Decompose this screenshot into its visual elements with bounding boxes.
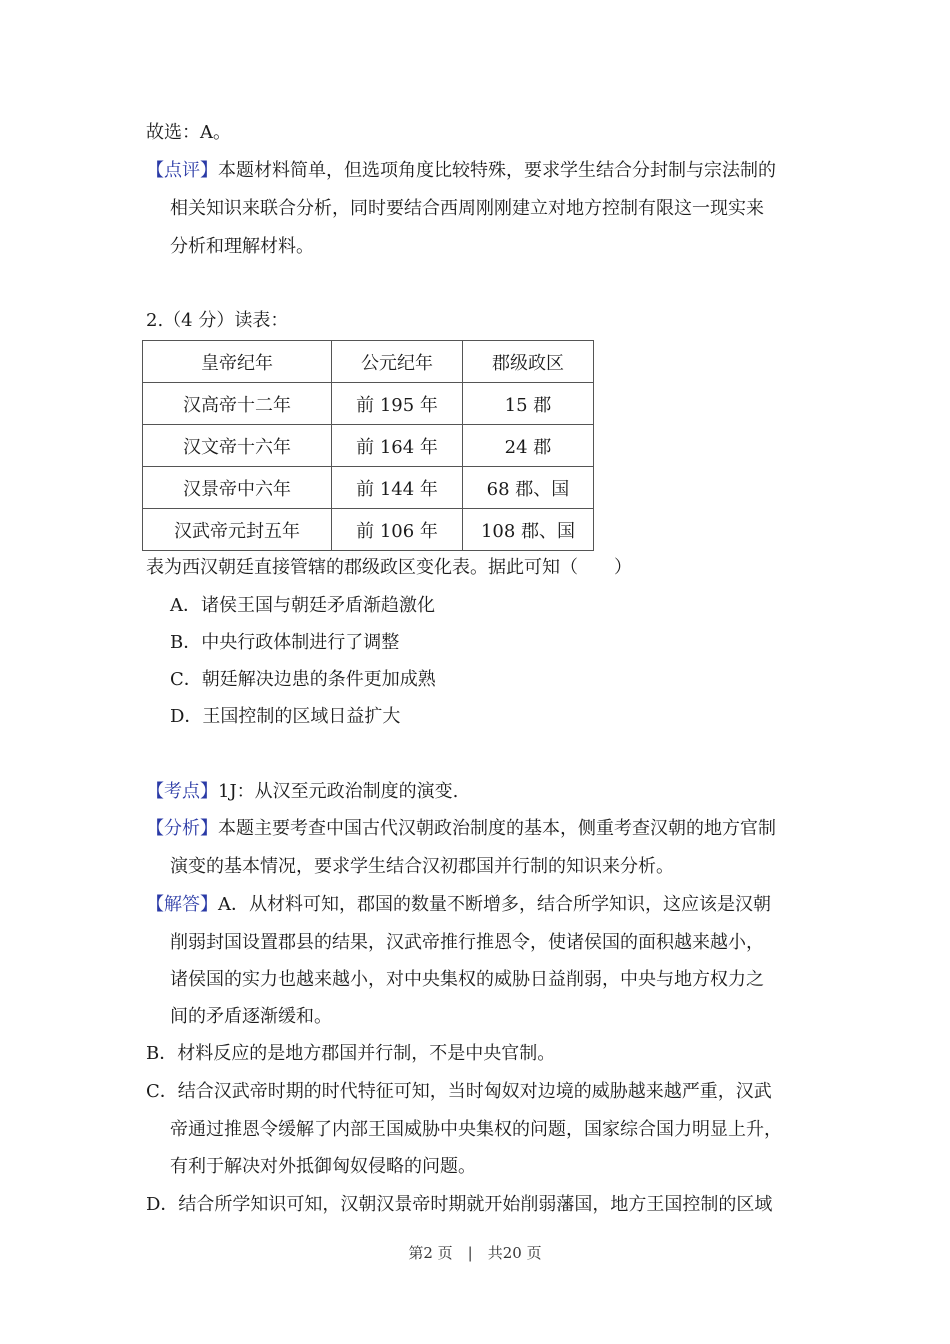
jieda-line-2: 削弱封国设置郡县的结果，汉武帝推行推恩令，使诸侯国的面积越来越小，	[170, 932, 764, 953]
table-row	[143, 509, 594, 551]
data-table	[142, 340, 594, 551]
fenxi-tag: 【分析】	[146, 818, 218, 839]
answer-d-line: D．结合所学知识可知，汉朝汉景帝时期就开始削弱藩国，地方王国控制的区域	[146, 1194, 773, 1215]
jieda-line-4: 间的矛盾逐渐缓和。	[170, 1006, 332, 1027]
table-row	[143, 383, 594, 425]
table-cell: 108 郡、国	[463, 509, 594, 551]
option-c: C．朝廷解决边患的条件更加成熟	[170, 669, 436, 690]
table-cell: 15 郡	[463, 383, 594, 425]
option-d: D．王国控制的区域日益扩大	[170, 706, 401, 727]
table-cell: 汉高帝十二年	[143, 383, 332, 425]
kaodian-line: 【考点】1J：从汉至元政治制度的演变.	[146, 781, 459, 802]
table-cell: 前 106 年	[332, 509, 463, 551]
table-header-cell: 公元纪年	[332, 341, 463, 383]
page-footer: 第2 页 | 共20 页	[408, 1244, 542, 1262]
table-cell: 汉景帝中六年	[143, 467, 332, 509]
dianping-tag: 【点评】	[146, 160, 218, 181]
table-cell: 68 郡、国	[463, 467, 594, 509]
jieda-tag: 【解答】	[146, 894, 218, 915]
fenxi-line-1: 【分析】本题主要考查中国古代汉朝政治制度的基本，侧重考查汉朝的地方官制	[146, 818, 776, 839]
jieda-line-3: 诸侯国的实力也越来越小，对中央集权的威胁日益削弱，中央与地方权力之	[170, 969, 764, 990]
table-row	[143, 425, 594, 467]
table-header-cell: 郡级政区	[463, 341, 594, 383]
option-b: B．中央行政体制进行了调整	[170, 632, 400, 653]
answer-c-line-3: 有利于解决对外抵御匈奴侵略的问题。	[170, 1156, 476, 1177]
table-row	[143, 467, 594, 509]
answer-c-line-2: 帝通过推恩令缓解了内部王国威胁中央集权的问题，国家综合国力明显上升，	[170, 1119, 782, 1140]
table-cell: 前 144 年	[332, 467, 463, 509]
dianping-line-3: 分析和理解材料。	[170, 236, 314, 257]
table-cell: 前 195 年	[332, 383, 463, 425]
answer-b-line: B．材料反应的是地方郡国并行制，不是中央官制。	[146, 1043, 556, 1064]
answer-line: 故选：A。	[146, 122, 231, 143]
table-cell: 汉武帝元封五年	[143, 509, 332, 551]
table-header-row	[143, 341, 594, 383]
table-header-cell: 皇帝纪年	[143, 341, 332, 383]
jieda-line-1: 【解答】A．从材料可知，郡国的数量不断增多，结合所学知识，这应该是汉朝	[146, 894, 771, 915]
question-stem: 表为西汉朝廷直接管辖的郡级政区变化表。据此可知（ ）	[146, 557, 632, 578]
dianping-line-1: 【点评】本题材料简单，但选项角度比较特殊，要求学生结合分封制与宗法制的	[146, 160, 776, 181]
dianping-line-2: 相关知识来联合分析，同时要结合西周刚刚建立对地方控制有限这一现实来	[170, 198, 764, 219]
kaodian-tag: 【考点】	[146, 781, 218, 802]
fenxi-line-2: 演变的基本情况，要求学生结合汉初郡国并行制的知识来分析。	[170, 856, 674, 877]
table-cell: 24 郡	[463, 425, 594, 467]
option-a: A．诸侯王国与朝廷矛盾渐趋激化	[170, 595, 435, 616]
question-header: 2.（4 分）读表：	[146, 310, 289, 331]
answer-c-line-1: C．结合汉武帝时期的时代特征可知，当时匈奴对边境的威胁越来越严重，汉武	[146, 1081, 772, 1102]
table-cell: 汉文帝十六年	[143, 425, 332, 467]
table-cell: 前 164 年	[332, 425, 463, 467]
